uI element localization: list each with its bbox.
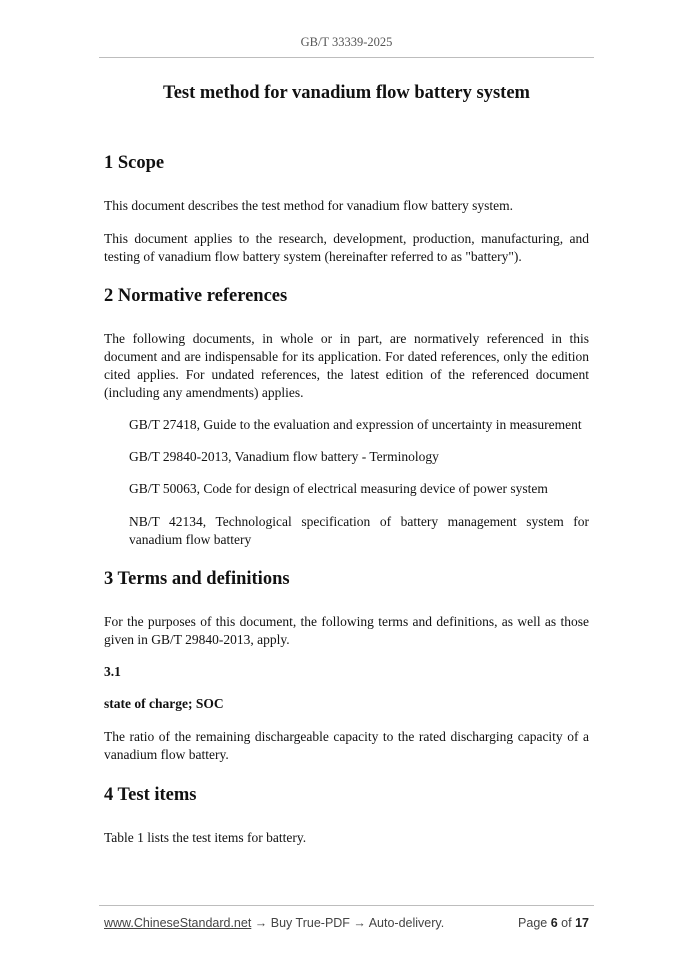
terms-intro: For the purposes of this document, the following terms and definitions, as well as those given in GB/T 29840-2013, apply. bbox=[104, 614, 589, 647]
term-number: 3.1 bbox=[104, 664, 121, 679]
scope-paragraph-2: This document applies to the research, development, production, manufacturing, and testing of vanadium flow battery system (hereinafter referred to as "battery"). bbox=[104, 231, 589, 264]
header-divider bbox=[99, 57, 594, 58]
document-title: Test method for vanadium flow battery system bbox=[163, 83, 530, 103]
footer-promo-text: → Buy True-PDF → Auto-delivery. bbox=[251, 916, 445, 930]
document-id-header: GB/T 33339-2025 bbox=[300, 35, 393, 49]
website-link[interactable]: www.ChineseStandard.net bbox=[104, 916, 252, 930]
page-indicator bbox=[518, 916, 589, 930]
section-heading-test-items: 4 Test items bbox=[104, 785, 197, 805]
current-page-number: 6 bbox=[550, 916, 558, 930]
page-footer bbox=[104, 916, 589, 934]
reference-item: GB/T 29840-2013, Vanadium flow battery - Terminology bbox=[129, 449, 439, 464]
normative-references-intro: The following documents, in whole or in part, are normatively referenced in this document and are indispensable for its application. For dated references, only the edition cited applies. For undated references, the latest edition of the referenced document (including any amendments) applies. bbox=[104, 331, 589, 400]
reference-item: NB/T 42134, Technological specification of battery management system for vanadium flow battery bbox=[129, 514, 589, 547]
reference-item: GB/T 27418, Guide to the evaluation and expression of uncertainty in measurement bbox=[129, 417, 582, 432]
page-label: Page bbox=[518, 916, 548, 930]
section-heading-scope: 1 Scope bbox=[104, 153, 165, 173]
total-pages-number: 17 bbox=[575, 916, 589, 930]
reference-item: GB/T 50063, Code for design of electrical measuring device of power system bbox=[129, 481, 548, 496]
scope-paragraph-1: This document describes the test method for vanadium flow battery system. bbox=[104, 198, 514, 213]
section-heading-terms-and-definitions: 3 Terms and definitions bbox=[104, 569, 290, 589]
section-heading-normative-references: 2 Normative references bbox=[104, 286, 288, 306]
term-definition: The ratio of the remaining dischargeable capacity to the rated discharging capacity of a vanadium flow battery. bbox=[104, 729, 589, 762]
test-items-text: Table 1 lists the test items for battery. bbox=[104, 830, 307, 845]
of-label: of bbox=[561, 916, 572, 930]
footer-divider bbox=[99, 905, 594, 906]
term-name: state of charge; SOC bbox=[104, 696, 224, 711]
